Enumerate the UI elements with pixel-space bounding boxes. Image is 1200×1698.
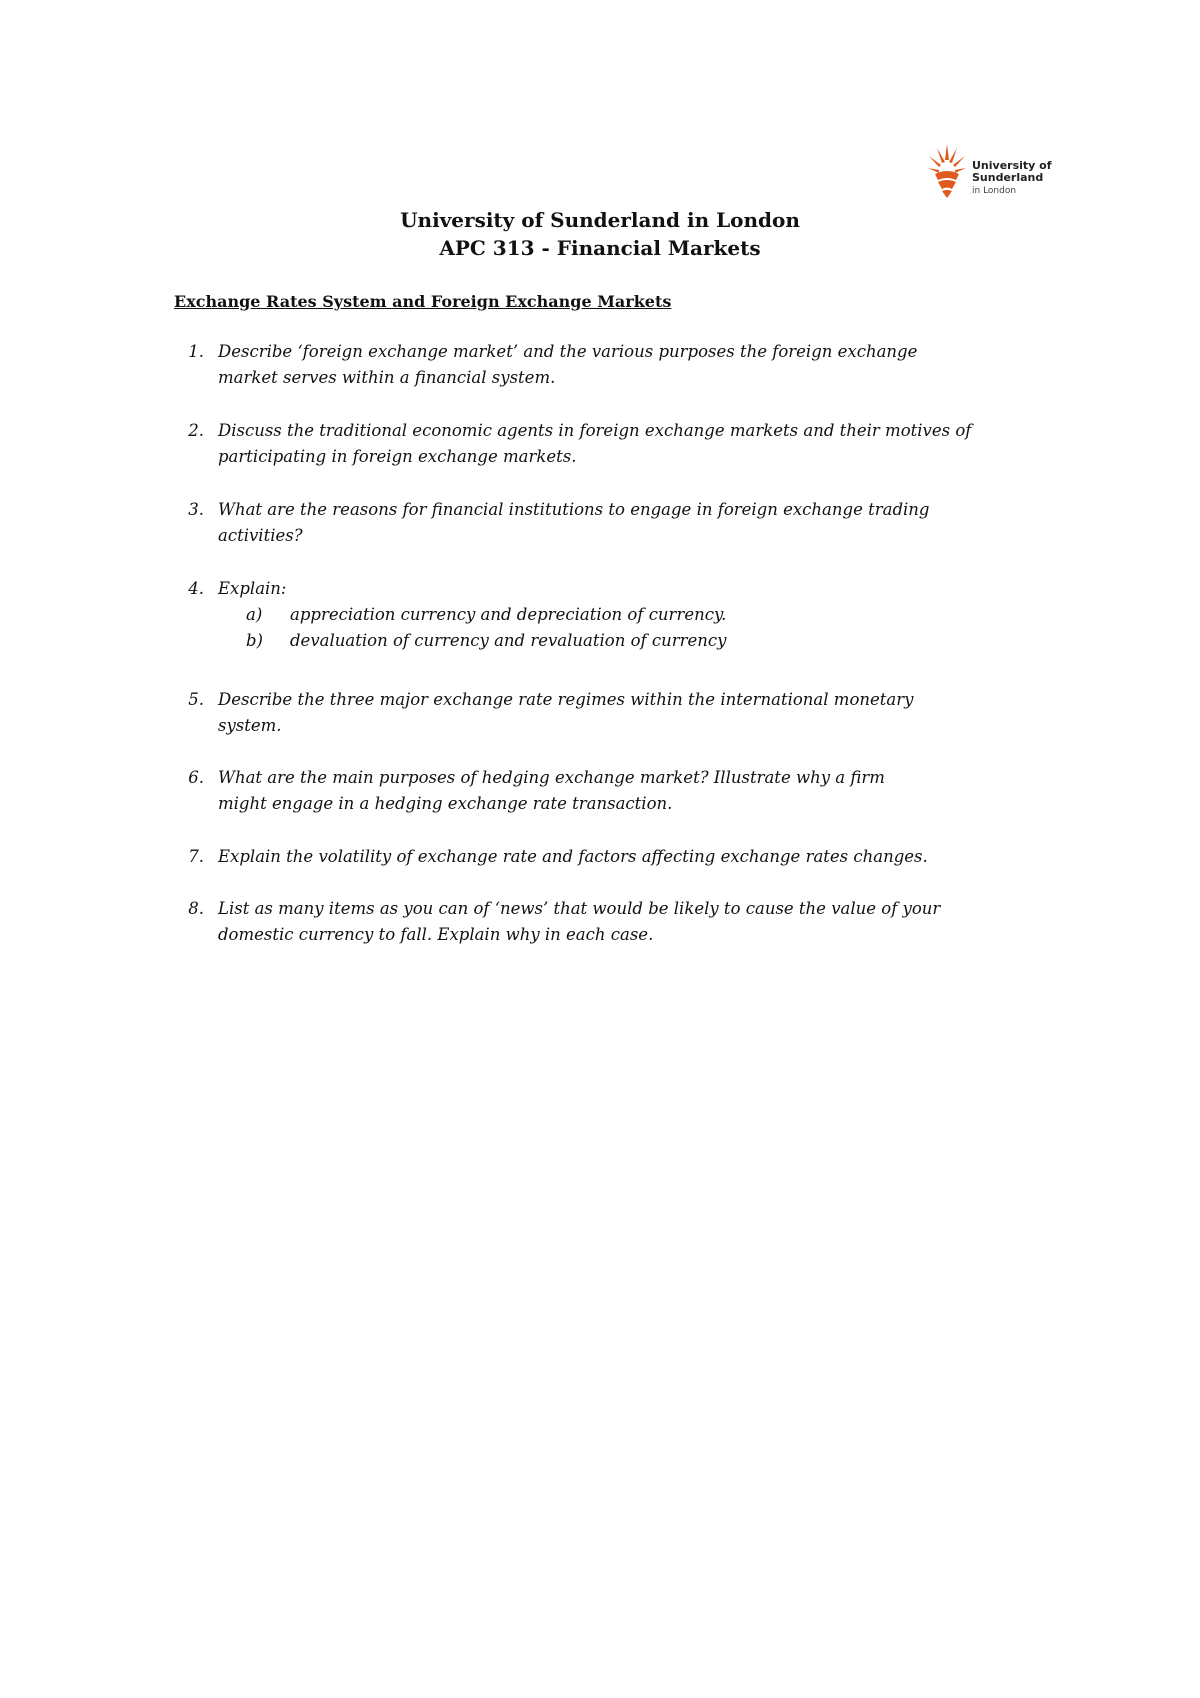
question-text-line: Describe the three major exchange rate regimes within the international monetary (218, 690, 914, 709)
sub-item-label: a) (246, 605, 263, 624)
question-item (174, 418, 1074, 470)
question-text-line: system. (218, 716, 282, 735)
sub-item-text: devaluation of currency and revaluation of currency (290, 631, 727, 650)
question-text-line: Explain: (218, 579, 287, 598)
question-number: 4. (188, 579, 204, 598)
sunburst-logo-icon (928, 144, 966, 198)
sub-item-text: appreciation currency and depreciation of currency. (290, 605, 727, 624)
question-text-line: participating in foreign exchange markets. (218, 447, 577, 466)
question-number: 5. (188, 690, 204, 709)
question-text-line: Describe ‘foreign exchange market’ and the various purposes the foreign exchange (218, 342, 918, 361)
question-number: 1. (188, 342, 204, 361)
question-text-line: market serves within a financial system. (218, 368, 556, 387)
page-subtitle: APC 313 - Financial Markets (439, 236, 761, 260)
question-text-line: Explain the volatility of exchange rate and factors affecting exchange rates changes. (218, 847, 928, 866)
section-heading: Exchange Rates System and Foreign Exchange Markets (174, 292, 672, 311)
question-number: 6. (188, 768, 204, 787)
question-item (174, 576, 1074, 654)
page-title: University of Sunderland in London (400, 208, 800, 232)
question-item (174, 687, 1074, 739)
sub-item (246, 602, 1074, 628)
question-text-line: What are the main purposes of hedging exchange market? Illustrate why a firm (218, 768, 885, 787)
question-text-line: List as many items as you can of ‘news’ that would be likely to cause the value of your (218, 899, 941, 918)
question-item (174, 844, 1074, 870)
title-block (0, 206, 1200, 262)
question-number: 8. (188, 899, 204, 918)
question-text-line: Discuss the traditional economic agents in foreign exchange markets and their motives of (218, 421, 972, 440)
question-text-line: activities? (218, 526, 303, 545)
logo-line-2: Sunderland (972, 171, 1044, 184)
logo-line-3: in London (972, 186, 1017, 196)
sub-item-label: b) (246, 631, 263, 650)
question-text-line: domestic currency to fall. Explain why in each case. (218, 925, 654, 944)
university-logo (928, 144, 1068, 206)
question-number: 3. (188, 500, 204, 519)
question-item (174, 339, 1074, 391)
question-text-line: might engage in a hedging exchange rate transaction. (218, 794, 673, 813)
logo-line-1: University of (972, 159, 1052, 172)
question-number: 7. (188, 847, 204, 866)
question-item (174, 765, 1074, 817)
question-number: 2. (188, 421, 204, 440)
question-text-line: What are the reasons for financial institutions to engage in foreign exchange trading (218, 500, 930, 519)
logo-text (972, 160, 1052, 197)
question-item (174, 497, 1074, 549)
sub-item (246, 628, 1074, 654)
question-item (174, 896, 1074, 948)
